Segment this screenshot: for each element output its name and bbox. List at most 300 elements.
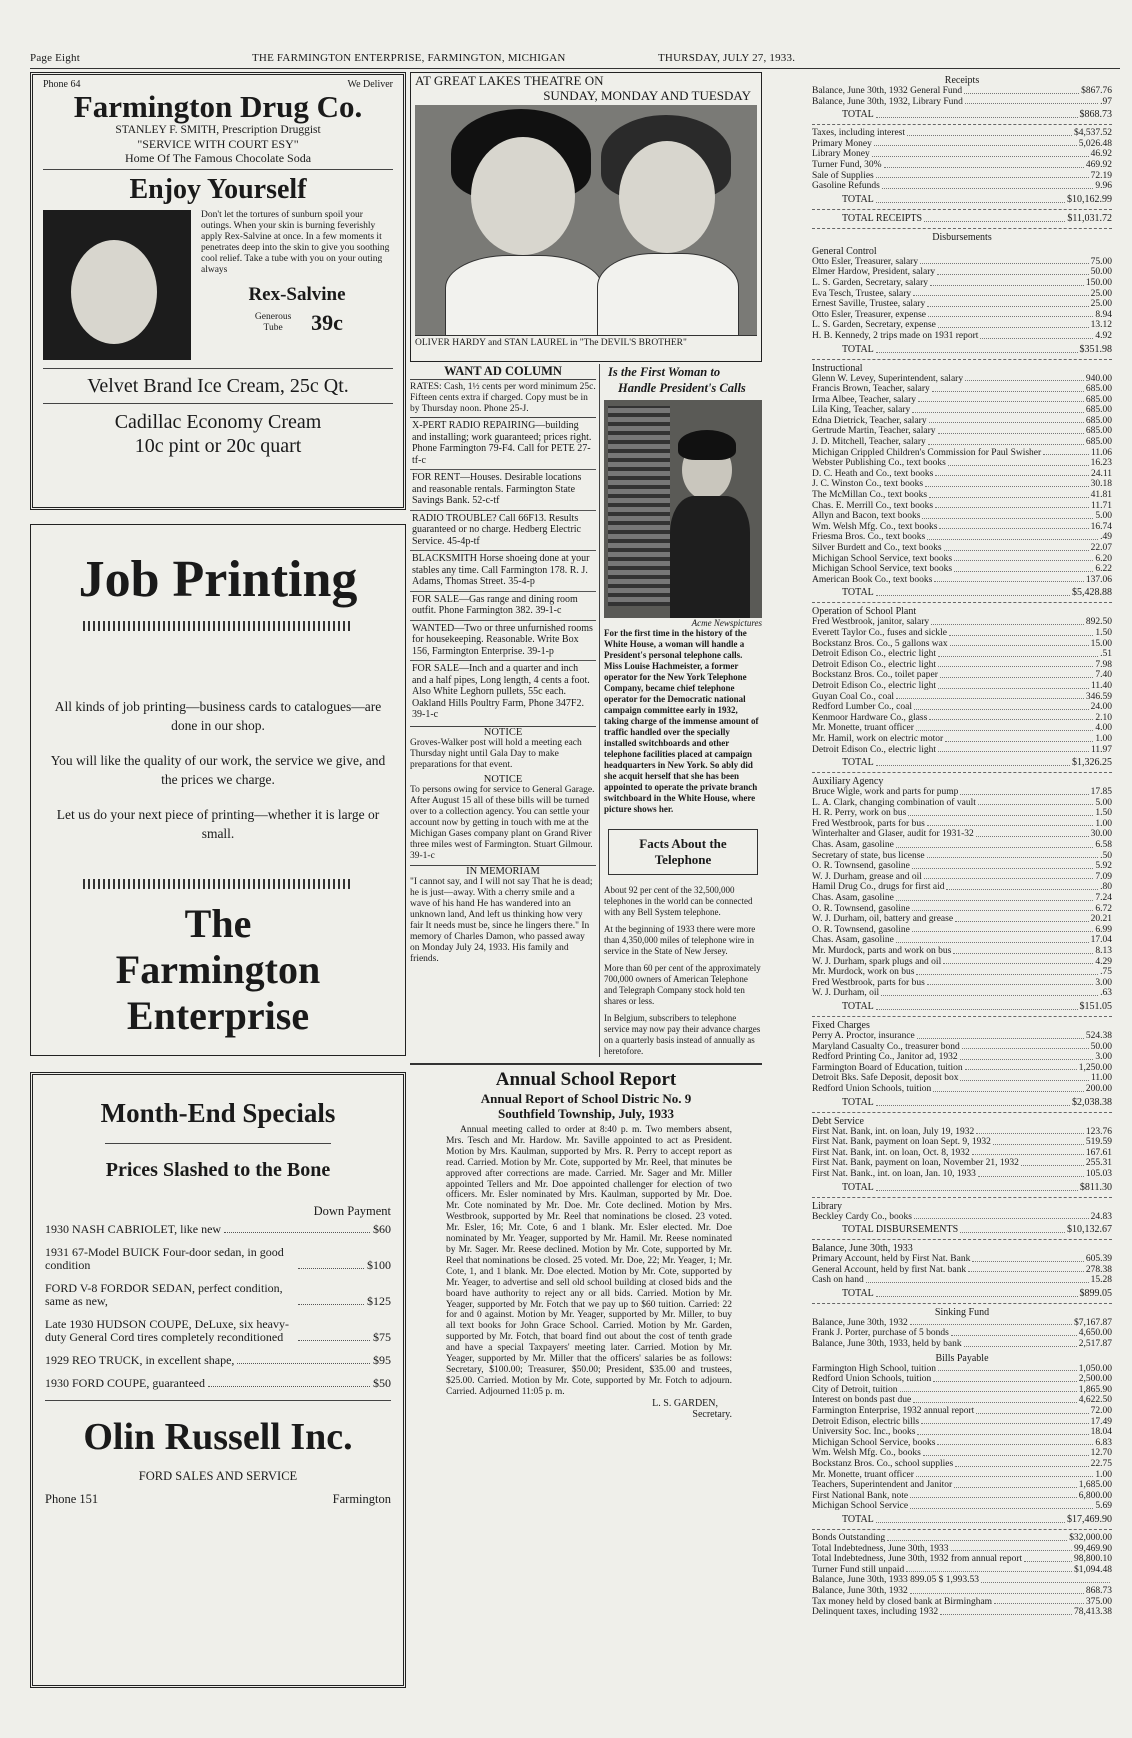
ledger-row	[812, 532, 1112, 543]
ledger-row	[812, 1427, 1112, 1438]
ledger-amount: 2.10	[1095, 712, 1112, 723]
ledger-row	[812, 1169, 1112, 1180]
ledger-heading: Bills Payable	[935, 1352, 989, 1364]
ledger-row	[812, 1470, 1112, 1481]
ledger-row	[812, 437, 1112, 448]
job-copy-2: You will like the quality of our work, the service we give, and the prices we charge.	[50, 753, 386, 787]
ledger-row	[812, 734, 1112, 745]
middle-column	[410, 72, 762, 1420]
ledger-label: Perry A. Proctor, insurance	[812, 1030, 915, 1041]
ledger-amount: 5.00	[1095, 797, 1112, 808]
ledger-amount: 1,865.90	[1078, 1384, 1112, 1395]
ledger-amount: 12.70	[1090, 1448, 1112, 1459]
ledger-label: Wm. Welsh Mfg. Co., text books	[812, 521, 938, 532]
ledger-label: Total Indebtedness, June 30th, 1932 from annual report	[812, 1554, 1023, 1565]
ledger-row	[812, 1417, 1112, 1428]
ledger-row	[812, 1597, 1112, 1608]
ledger-label: Redford Union Schools, tuition	[812, 1374, 932, 1385]
ledger-label: J. C. Winston Co., text books	[812, 479, 924, 490]
ledger-amount: 519.59	[1085, 1137, 1112, 1148]
ledger-label: Interest on bonds past due	[812, 1395, 912, 1406]
car-price: $60	[373, 1222, 391, 1236]
ledger-row	[812, 490, 1112, 501]
ledger-label: Mr. Hamil, work on electric motor	[812, 733, 944, 744]
ledger-amount: 72.19	[1090, 170, 1112, 181]
down-payment: Down Payment	[313, 1204, 391, 1218]
ledger-amount: 3.00	[1095, 1052, 1112, 1063]
ledger-amount: 685.00	[1085, 384, 1112, 395]
total-amount: $5,428.88	[1072, 587, 1112, 599]
ledger-amount: 7.09	[1095, 871, 1112, 882]
ledger-heading: General Control	[812, 245, 877, 257]
notice-1-body: Groves-Walker post will hold a meeting each Thursday night until Gala Day to make preparations for that event.	[410, 737, 582, 770]
ledger-row	[812, 1607, 1112, 1618]
ledger-amount: 685.00	[1085, 405, 1112, 416]
classified-ad: WANTED—Two or three unfurnished rooms for housekeeping. Reasonable. Write Box 156, Farmington Enterprise. 39-1-p	[410, 620, 596, 661]
ledger-label: First Nat. Bank, payment on loan Sept. 9, 1932	[812, 1137, 991, 1148]
ledger-amount: 1.50	[1095, 627, 1112, 638]
ledger-row	[812, 1459, 1112, 1470]
ledger-row	[812, 1265, 1112, 1276]
ledger-row	[812, 1554, 1112, 1565]
ledger-row	[812, 310, 1112, 321]
ledger-amount: 346.59	[1085, 691, 1112, 702]
ledger-row	[812, 384, 1112, 395]
ledger-total	[842, 213, 1112, 225]
ledger-amount: .80	[1100, 882, 1112, 893]
ledger-row	[812, 681, 1112, 692]
ledger-amount: 1,050.00	[1078, 1363, 1112, 1374]
ledger-amount: 30.00	[1090, 829, 1112, 840]
ledger-amount: 4,650.00	[1078, 1328, 1112, 1339]
ledger-amount: 22.75	[1090, 1459, 1112, 1469]
enterprise-enterprise: Enterprise	[126, 993, 310, 1038]
ledger-label: Secretary of state, bus license	[812, 850, 925, 861]
rex-salvine: Rex-Salvine	[248, 284, 346, 305]
ledger-total	[842, 109, 1112, 121]
ledger-label: Chas. Asam, gasoline	[812, 840, 894, 851]
ledger-row	[812, 1501, 1112, 1512]
ledger-label: Detroit Edison, electric bills	[812, 1416, 920, 1427]
ledger-row	[812, 171, 1112, 182]
theatre-line-2: SUNDAY, MONDAY AND TUESDAY	[543, 88, 751, 103]
ledger-label: Allyn and Bacon, text books	[812, 511, 921, 522]
ledger-row	[812, 1073, 1112, 1084]
ledger-label: Mr. Monette, truant officer	[812, 1469, 914, 1480]
ledger-label: Tax money held by closed bank at Birmingham	[812, 1596, 993, 1607]
total-amount: $151.05	[1079, 1000, 1112, 1012]
total-label: TOTAL	[842, 757, 874, 769]
ledger-row	[812, 149, 1112, 160]
car-price: $95	[373, 1353, 391, 1367]
ledger-label: First National Bank, note	[812, 1490, 909, 1501]
car-price: $75	[373, 1330, 391, 1344]
ledger-row	[812, 458, 1112, 469]
school-sub-2: Southfield Township, July, 1933	[498, 1106, 674, 1121]
ledger-amount: .75	[1100, 967, 1112, 978]
ledger-label: Otto Esler, Treasurer, expense	[812, 309, 927, 320]
ledger-amount: 5.92	[1095, 861, 1112, 872]
ledger-amount: 17.04	[1090, 935, 1112, 946]
ledger-amount: 200.00	[1085, 1083, 1112, 1094]
school-sig-2: Secretary.	[692, 1408, 732, 1420]
ledger-total	[842, 1224, 1112, 1236]
ledger-label: Wm. Welsh Mfg. Co., books	[812, 1448, 921, 1459]
ledger-row	[812, 331, 1112, 342]
ledger-row	[812, 469, 1112, 480]
ledger-row	[812, 416, 1112, 427]
ledger-row	[812, 692, 1112, 703]
ledger-amount: $867.76	[1081, 86, 1112, 96]
ledger-row	[812, 787, 1112, 798]
ledger-amount: 6.58	[1095, 840, 1112, 851]
ledger-label: Turner Fund still unpaid	[812, 1564, 905, 1575]
ledger-row	[812, 320, 1112, 331]
car-price: $125	[367, 1294, 391, 1308]
ledger-row	[812, 395, 1112, 406]
ledger-row	[812, 1042, 1112, 1053]
operator-caption: For the first time in the history of the White House, a woman will handle a President's personal telephone calls. Miss Louise Hachmeister, a former operator for the New York Telephone Company, became chief telephone operator for the Democratic national campaign committee early in 1932, taking charge of the immense amount of traffic handled over the specially installed switchboards and other telephone facilities placed at campaign headquarters in New York. So ably did she acquit herself that she has been appointed to operate the private branch switchboard in the White House, where picture shows her.	[604, 628, 759, 814]
laurel-hardy-photo	[415, 105, 757, 335]
operator-photo	[604, 400, 762, 618]
ledger-row	[812, 1544, 1112, 1555]
ledger-row	[812, 967, 1112, 978]
drug-owner: STANLEY F. SMITH, Prescription Druggist	[115, 124, 321, 136]
ledger-row	[812, 1063, 1112, 1074]
specials-title: Month-End Specials	[100, 1098, 336, 1128]
ledger-row	[812, 1275, 1112, 1286]
ledger-amount: 892.50	[1085, 617, 1112, 628]
total-amount: $11,031.72	[1067, 212, 1112, 224]
ledger-row	[812, 1052, 1112, 1063]
ledger-label: Bruce Wigle, work and parts for pump	[812, 787, 959, 798]
ledger-amount: 7.98	[1095, 659, 1112, 670]
drug-co-ad	[30, 72, 406, 510]
car-desc: 1931 67-Model BUICK Four-door sedan, in good condition	[45, 1245, 284, 1272]
ledger-amount: 278.38	[1085, 1264, 1112, 1275]
ledger-amount: 1.00	[1095, 1469, 1112, 1480]
ledger-row	[812, 1385, 1112, 1396]
ledger-amount: 167.61	[1085, 1147, 1112, 1158]
ledger-label: First Nat. Bank, int. on loan, July 19, 1932	[812, 1126, 975, 1137]
ledger-amount: 11.40	[1090, 680, 1112, 691]
total-amount: $10,162.99	[1067, 193, 1112, 205]
classified-ad: X-PERT RADIO REPAIRING—building and installing; work guaranteed; prices right. Phone Farmington 79-F4. Call for PETE 27-tf-c	[412, 420, 592, 466]
ledger-row	[812, 554, 1112, 565]
ledger-label: Redford Union Schools, tuition	[812, 1083, 932, 1094]
ledger-amount: $7,167.87	[1074, 1317, 1112, 1328]
ledger-row	[812, 723, 1112, 734]
ledger-row	[812, 1395, 1112, 1406]
ledger-label: Francis Brown, Teacher, salary	[812, 384, 930, 395]
ledger-amount: 4.29	[1095, 956, 1112, 967]
ledger-amount: 11.71	[1090, 500, 1112, 511]
classified-ad: FOR SALE—Gas range and dining room outfit. Phone Farmington 382. 39-1-c	[410, 591, 596, 620]
ledger-row	[812, 925, 1112, 936]
ledger-label: Silver Burdett and Co., text books	[812, 543, 942, 553]
ledger-heading: Debt Service	[812, 1115, 864, 1127]
ledger-label: Bockstanz Bros. Co., 5 gallons wax	[812, 638, 948, 649]
ledger-label: First Nat. Bank., int. on loan, Jan. 10, 1933	[812, 1168, 976, 1179]
telephone-column	[604, 364, 762, 1057]
ledger-label: Teachers, Superintendent and Janitor	[812, 1480, 953, 1491]
photo-credit: Acme Newspictures	[691, 618, 762, 628]
classified-ad: FOR RENT—Houses. Desirable locations and reasonable rentals. Farmington State Savings Bank. 52-c-tf	[410, 469, 596, 510]
ledger-amount: .49	[1100, 532, 1112, 543]
want-ad-rates: RATES: Cash, 1½ cents per word minimum 25c. Fifteen cents extra if charged. Copy must be in by Thursday noon. Phone 25-J.	[410, 379, 596, 415]
ledger-row	[812, 575, 1112, 586]
financial-ledger	[812, 72, 1112, 1618]
ledger-row	[812, 670, 1112, 681]
ledger-amount: 1.00	[1095, 733, 1112, 744]
ledger-amount: 123.76	[1085, 1126, 1112, 1137]
ledger-label: Eva Tesch, Trustee, salary	[812, 288, 912, 299]
ledger-row	[812, 798, 1112, 809]
ledger-row	[812, 1438, 1112, 1449]
ledger-total	[842, 194, 1112, 206]
ledger-label: Beckley Cardy Co., books	[812, 1211, 913, 1222]
ledger-label: Chas. E. Merrill Co., text books	[812, 500, 934, 511]
ledger-label: Chas. Asam, gasoline	[812, 893, 894, 904]
ledger-row	[812, 808, 1112, 819]
ledger-label: Hamil Drug Co., drugs for first aid	[812, 882, 945, 893]
ledger-label: Detroit Edison Co., electric light	[812, 680, 937, 691]
ledger-total	[842, 1288, 1112, 1300]
ledger-row	[812, 957, 1112, 968]
ledger-amount: 16.23	[1090, 458, 1112, 469]
salvine-price: 39c	[311, 310, 343, 335]
ledger-label: Cash on hand	[812, 1275, 864, 1286]
ledger-label: Bockstanz Bros. Co., school supplies	[812, 1459, 954, 1469]
ledger-row	[812, 426, 1112, 437]
ledger-amount: 24.00	[1090, 702, 1112, 713]
ledger-row	[812, 1533, 1112, 1544]
ledger-label: Mr. Monette, truant officer	[812, 723, 914, 734]
total-label: TOTAL	[842, 587, 874, 599]
ledger-row	[812, 617, 1112, 628]
ledger-amount: 25.00	[1090, 299, 1112, 310]
ledger-amount: 99,469.90	[1074, 1543, 1112, 1554]
ledger-row	[812, 1374, 1112, 1385]
want-ad-list	[410, 417, 596, 724]
ledger-label: American Book Co., text books	[812, 574, 933, 585]
ledger-label: H. B. Kennedy, 2 trips made on 1931 report	[812, 330, 979, 341]
ledger-amount: 685.00	[1085, 415, 1112, 426]
car-desc: FORD V-8 FORDOR SEDAN, perfect condition, same as new,	[45, 1281, 283, 1308]
ledger-label: General Account, held by first Nat. bank	[812, 1264, 967, 1275]
ledger-row	[812, 702, 1112, 713]
ice-cream-line: Velvet Brand Ice Cream, 25c Qt.	[87, 375, 349, 397]
ledger-amount: 98,800.10	[1074, 1554, 1112, 1565]
ledger-row	[812, 267, 1112, 278]
ledger-label: Mr. Murdock, work on bus	[812, 967, 915, 978]
ledger-heading: Auxiliary Agency	[812, 776, 884, 788]
ledger-amount: 5.00	[1095, 511, 1112, 522]
car-offer	[45, 1318, 391, 1344]
ledger-label: Sale of Supplies	[812, 170, 874, 181]
ornament-rule	[83, 879, 353, 889]
ledger-amount: .51	[1100, 649, 1112, 660]
ledger-row	[812, 522, 1112, 533]
ledger-label: Taxes, including interest	[812, 128, 905, 139]
cadillac-price: 10c pint or 20c quart	[134, 435, 302, 457]
ledger-row	[812, 639, 1112, 650]
total-amount: $868.73	[1079, 109, 1112, 121]
ledger-label: L. S. Garden, Secretary, expense	[812, 320, 936, 331]
ledger-row	[812, 1084, 1112, 1095]
ledger-heading: Sinking Fund	[934, 1306, 990, 1318]
ledger-label: J. D. Mitchell, Teacher, salary	[812, 437, 926, 448]
ford-service: FORD SALES AND SERVICE	[138, 1469, 298, 1483]
ledger-amount: .97	[1100, 96, 1112, 107]
ledger-row	[812, 978, 1112, 989]
ornament-rule	[83, 621, 353, 631]
ledger-amount: 150.00	[1085, 277, 1112, 288]
fact-2: At the beginning of 1933 there were more than 4,350,000 miles of telephone wire in service in the State of New Jersey.	[604, 924, 756, 956]
ledger-amount: 75.00	[1090, 256, 1112, 267]
total-label: TOTAL	[842, 193, 874, 205]
ledger-row	[812, 511, 1112, 522]
ledger-amount: 25.00	[1090, 288, 1112, 299]
ledger-row	[812, 1158, 1112, 1169]
ledger-label: Turner Fund, 30%	[812, 159, 882, 170]
ledger-label: W. J. Durham, grease and oil	[812, 871, 922, 882]
ledger-row	[812, 97, 1112, 108]
drug-phone: Phone 64	[43, 79, 81, 90]
ledger-label: Redford Lumber Co., coal	[812, 702, 912, 713]
ledger-label: Fred Westbrook, parts for bus	[812, 977, 925, 988]
ledger-label: Michigan School Service, text books	[812, 553, 953, 564]
ledger-total	[842, 1514, 1112, 1526]
school-minutes: Annual meeting called to order at 8:40 p. m. Two members absent, Mrs. Tesch and Mr. Hardow. Mr. Saville appointed to act as President. Motion by Mrs. Kaulman, supported by Mrs. R. Perry to accept report as read. Carried. Motion by Mr. Cote, supported by Mr. Reel, that minutes be approved after corrections are made. Carried. Mr. Sager and Mr. Miller appointed Tellers and Mr. Doe appointed challenger for election of two officers. Mr. Esler nominated by Mrs. Kaulman, supported by Mr. Doe. Mr. Cote nominated by Mr. Doe. Mr. Cote declined. Motion by Mrs. Westbrook, supported by Mr. Reel that nominations be closed. 23 voted. Mr. Esler, 16; Mr. Cote, 6 and 1 blank. Mr. Esler elected. Mr. Doe nominated by Mr. Yeager, supported by Mr. Hamil. Mr. Reese nominated by Mr. Sager. Mr. Reese declined. Motion by Mr. Cote, supported by Mr. Reel that nominations be closed. 25 voted. Mr. Doe, 22; Mr. Yeager, 1; Mr. Cote, 1, and 1 blank. Mr. Doe elected. Motion by Mr. Cote, supported by Mr. Yeager, to advertise and sell old school building at closed bids and the board have authority to reject any or all bids. Carried. Motion by Mr. Yeager, supported by Mr. Fotch that we pay up to $60 tuition. Carried: 22 for and 0 against. Motion by Mr. Yeager, supported by Mr. Miller, to buy all text books for John Grace School. Carried. Motion by Mr. Garden, supported by Mr. Fotch, that board find out about the cost of tenth grade and have a special Taxpayers' meeting later. Carried. Motion by Mr. Yeager, supported by Mr. Miller that the officers' salaries be as follows: Secretary, $100.00; Treasurer, $50.00; President, $35.00 and trustees, $25.00. Carried. Motion by Mr. Cote, supported by Mr. Fotch to adjourn. Carried. Adjourned 11:05 p. m.	[446, 1125, 732, 1397]
school-sig-1: L. S. GARDEN,	[652, 1397, 718, 1409]
ledger-row	[812, 1318, 1112, 1329]
theatre-caption: OLIVER HARDY and STAN LAUREL in "The DEVIL'S BROTHER"	[415, 335, 757, 348]
enjoy-heading: Enjoy Yourself	[129, 174, 307, 205]
car-offer	[45, 1246, 391, 1272]
car-price: $100	[367, 1258, 391, 1272]
notice-1-title: NOTICE	[410, 726, 596, 738]
memoriam-title: IN MEMORIAM	[410, 865, 596, 877]
ledger-row	[812, 1448, 1112, 1459]
ledger-amount: 16.74	[1090, 521, 1112, 532]
drug-home: Home Of The Famous Chocolate Soda	[124, 151, 312, 165]
car-offer	[45, 1354, 391, 1367]
olin-phone: Phone 151	[45, 1492, 99, 1506]
ledger-label: City of Detroit, tuition	[812, 1384, 898, 1395]
ledger-label: Detroit Edison Co., electric light	[812, 744, 937, 755]
ledger-label: First Nat. Bank, payment on loan, November 21, 1932	[812, 1158, 1019, 1169]
ledger-label: Total Indebtedness, June 30th, 1933	[812, 1543, 949, 1554]
generous-tube: Generous Tube	[254, 312, 292, 333]
ledger-amount: 3.00	[1095, 977, 1112, 988]
ledger-row	[812, 86, 1112, 97]
ledger-label: Primary Account, held by First Nat. Bank	[812, 1254, 971, 1265]
ledger-total	[842, 587, 1112, 599]
paper-name: THE FARMINGTON ENTERPRISE, FARMINGTON, MICHIGAN	[252, 52, 566, 64]
ledger-row	[812, 564, 1112, 575]
ledger-label: Library Money	[812, 149, 870, 160]
ledger-row	[812, 448, 1112, 459]
drug-deliver: We Deliver	[347, 79, 393, 90]
ledger-row	[812, 829, 1112, 840]
total-label: TOTAL RECEIPTS	[842, 212, 923, 224]
ledger-label: Fred Westbrook, parts for bus	[812, 818, 925, 829]
ledger-label: Bonds Outstanding	[812, 1532, 886, 1543]
drug-co-name: Farmington Drug Co.	[73, 89, 363, 124]
total-label: TOTAL DISBURSEMENTS	[842, 1224, 959, 1236]
ledger-amount: 1,250.00	[1078, 1062, 1112, 1073]
total-label: TOTAL	[842, 1181, 874, 1193]
ledger-amount: 15.28	[1090, 1275, 1112, 1286]
ledger-amount: 15.00	[1090, 638, 1112, 649]
ledger-row	[812, 649, 1112, 660]
total-label: TOTAL	[842, 1513, 874, 1525]
woman-portrait	[43, 210, 191, 360]
drug-motto: "SERVICE WITH COURT ESY"	[137, 137, 299, 151]
ledger-amount: 137.06	[1085, 574, 1112, 585]
car-offer	[45, 1377, 391, 1390]
ledger-label: L. A. Clark, changing combination of vault	[812, 797, 976, 808]
ledger-amount: 8.13	[1095, 946, 1112, 956]
ledger-heading: Operation of School Plant	[812, 606, 917, 618]
car-desc: 1930 FORD COUPE, guaranteed	[45, 1376, 205, 1390]
phone-headline-2: Handle President's Calls	[618, 381, 746, 395]
ledger-heading: Receipts	[944, 75, 980, 86]
ledger-label: O. R. Townsend, gasoline	[812, 903, 910, 914]
ledger-amount: 7.40	[1095, 670, 1112, 681]
ledger-label: Friesma Bros. Co., text books	[812, 532, 926, 543]
ledger-label: First Nat. Bank, int. on loan, Oct. 8, 1932	[812, 1147, 970, 1158]
ledger-row	[812, 1575, 1112, 1586]
ledger-label: Farmington Board of Education, tuition	[812, 1062, 963, 1073]
issue-date: THURSDAY, JULY 27, 1933.	[658, 52, 796, 64]
ledger-row	[812, 882, 1112, 893]
total-label: TOTAL	[842, 1096, 874, 1108]
want-ad-title: WANT AD COLUMN	[444, 364, 562, 378]
ledger-label: Frank J. Porter, purchase of 5 bonds	[812, 1328, 949, 1339]
ledger-row	[812, 988, 1112, 999]
ledger-amount: 2,500.00	[1078, 1374, 1112, 1385]
ledger-label: Detroit Edison Co., electric light	[812, 659, 937, 670]
ledger-amount: 7.24	[1095, 893, 1112, 904]
ledger-label: Primary Money	[812, 138, 872, 149]
ledger-heading: Library	[812, 1200, 842, 1212]
ledger-amount: 940.00	[1085, 373, 1112, 384]
car-desc: Late 1930 HUDSON COUPE, DeLuxe, six heavy-duty General Cord tires completely reconditioned	[45, 1317, 289, 1344]
ledger-label: Irma Albee, Teacher, salary	[812, 394, 917, 405]
ledger-amount: 11.00	[1090, 1073, 1112, 1084]
ledger-row	[812, 628, 1112, 639]
ledger-row	[812, 893, 1112, 904]
ledger-row	[812, 946, 1112, 957]
ledger-row	[812, 501, 1112, 512]
job-printing-ad	[30, 524, 406, 1056]
ledger-amount: 8.94	[1095, 309, 1112, 320]
memoriam-body: "I cannot say, and I will not say That he is dead; he is just—away. With a cherry smile and a wave of his hand He has wandered into an unknown land, And left us thinking how very fair It needs must be, since he lingers there." In memory of Charles Damon, who passed away on Monday July 24, 1933. His family and friends.	[410, 876, 593, 964]
ledger-row	[812, 713, 1112, 724]
ledger-label: Balance, June 30th, 1933, held by bank	[812, 1339, 962, 1350]
ledger-amount: 255.31	[1085, 1158, 1112, 1169]
ledger-amount: 105.03	[1085, 1168, 1112, 1179]
sunburn-copy: Don't let the tortures of sunburn spoil your outings. When your skin is burning feverishly apply Rex-Salvine at once. In a few moments it penetrates deep into the skin to give you soothing cool relief. Take a tube with you on your outing always	[201, 210, 390, 275]
ledger-amount: 6,800.00	[1078, 1490, 1112, 1501]
ledger-amount: .50	[1100, 850, 1112, 861]
ledger-heading: Balance, June 30th, 1933	[812, 1243, 913, 1255]
ledger-total	[842, 757, 1112, 769]
ledger-row	[812, 299, 1112, 310]
ledger-row	[812, 257, 1112, 268]
